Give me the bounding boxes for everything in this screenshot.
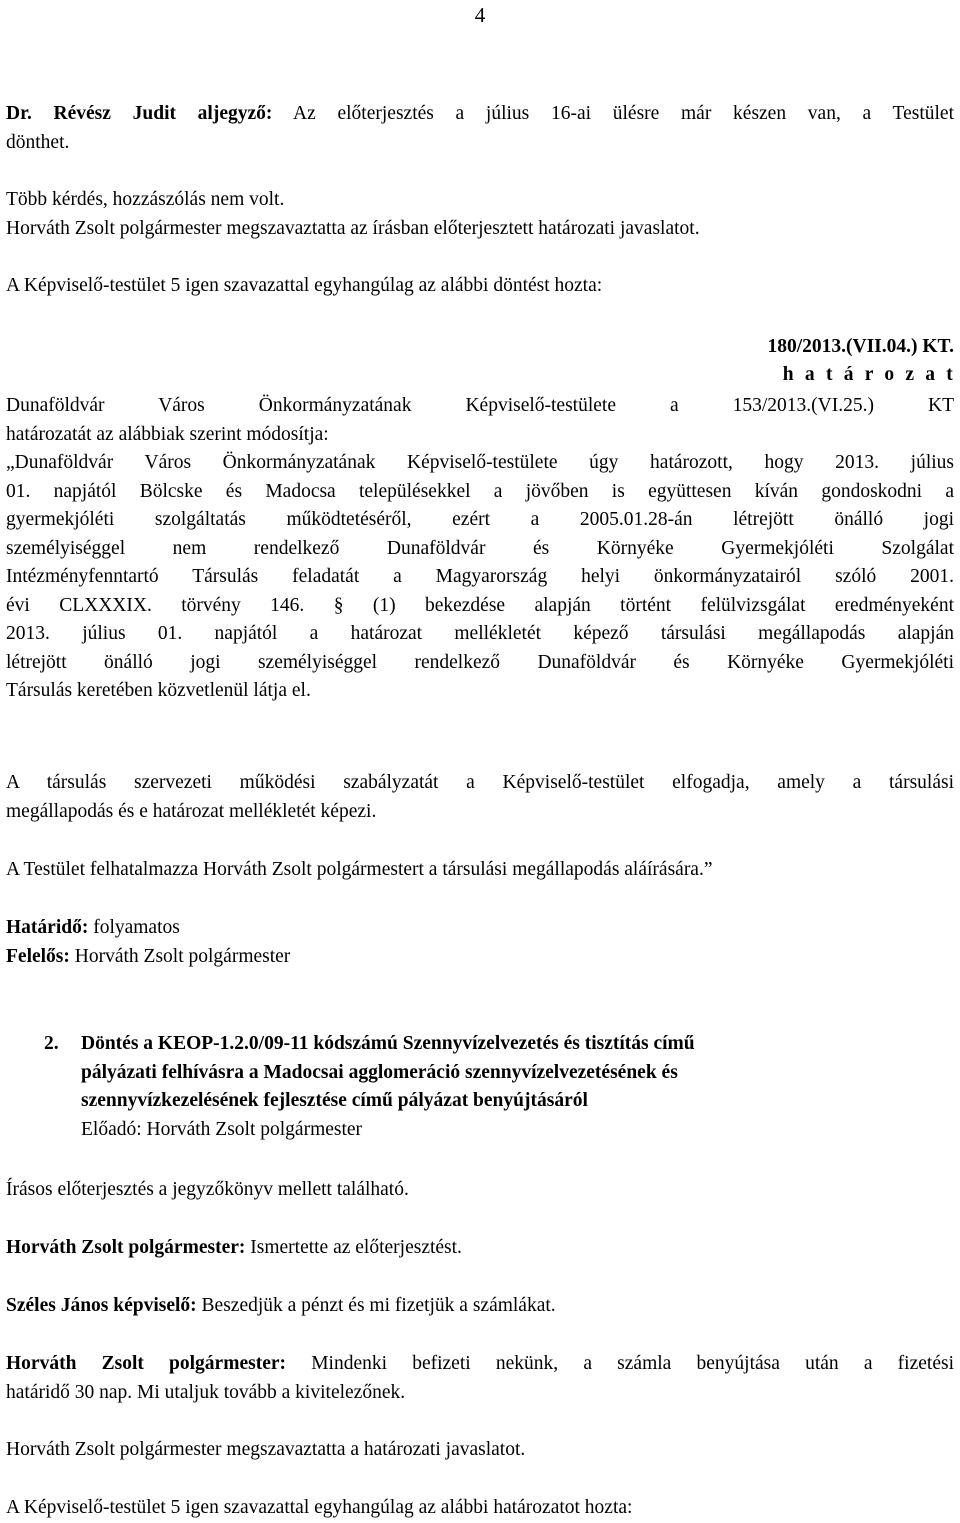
agenda-item <box>44 1030 924 1144</box>
deadline-responsible <box>6 914 954 971</box>
responsible-value: Horváth Zsolt polgármester <box>69 945 291 967</box>
text-line: határozatát az alábbiak szerint módosítja: <box>6 423 329 445</box>
speaker-name: Horváth Zsolt polgármester: <box>6 1353 286 1374</box>
text-line: 01. napjától Bölcske és Madocsa településekkel a jövőben is együttesen kíván gondoskodni a <box>6 480 954 502</box>
speaker-name: Széles János képviselő: <box>6 1295 197 1316</box>
agenda-title-line: szennyvízkezelésének fejlesztése című pályázat benyújtásáról <box>81 1090 588 1111</box>
text-line: Írásos előterjesztés a jegyzőkönyv mellett található. <box>6 1179 409 1200</box>
paragraph-no-questions <box>6 186 954 243</box>
resolution-number: 180/2013.(VII.04.) KT. <box>767 336 954 357</box>
page-number: 4 <box>474 3 486 27</box>
text-line: Horváth Zsolt polgármester megszavaztatta a határozati javaslatot. <box>6 1439 526 1460</box>
paragraph-vote-call <box>6 1436 954 1465</box>
statement-text: Az előterjesztés a július 16-ai ülésre már készen van, a Testület <box>272 103 954 124</box>
statement-line <box>6 1234 954 1263</box>
agenda-title-line: pályázati felhívásra a Madocsai agglomeráció szennyvízelvezetésének és <box>81 1061 678 1083</box>
text-line: Társulás keretében közvetlenül látja el. <box>6 680 311 701</box>
statement-text: Mindenki befizeti nekünk, a számla benyújtása után a fizetési <box>286 1353 954 1374</box>
statement-line <box>6 1292 954 1321</box>
text-line: 2013. július 01. napjától a határozat mellékletét képező társulási megállapodás alapján <box>6 623 954 644</box>
statement-line: határidő 30 nap. Mi utaljuk tovább a kivitelezőnek. <box>6 1381 406 1403</box>
statement-text: Beszedjük a pénzt és mi fizetjük a számlákat. <box>196 1295 556 1316</box>
agenda-presenter: Előadó: Horváth Zsolt polgármester <box>81 1118 363 1140</box>
paragraph-vote-result-2 <box>6 1494 954 1523</box>
text-line: A Képviselő-testület 5 igen szavazattal egyhangúlag az alábbi döntést hozta: <box>6 275 603 296</box>
paragraph-vote-result <box>6 272 954 301</box>
text-line: Dunaföldvár Város Önkormányzatának Képviselő-testülete a 153/2013.(VI.25.) KT <box>6 395 954 416</box>
responsible-line <box>6 943 954 972</box>
text-line: személyiséggel nem rendelkező Dunaföldvár és Környéke Gyermekjóléti Szolgálat <box>6 537 954 559</box>
text-line: A Képviselő-testület 5 igen szavazattal egyhangúlag az alábbi határozatot hozta: <box>6 1497 633 1518</box>
paragraph-written-proposal <box>6 1176 954 1205</box>
agenda-number: 2. <box>44 1033 59 1054</box>
paragraph-councillor-statement <box>6 1292 954 1321</box>
text-line: megállapodás és e határozat mellékletét képezi. <box>6 800 377 822</box>
text-line: A Testület felhatalmazza Horváth Zsolt polgármestert a társulási megállapodás aláírására.” <box>6 859 713 880</box>
statement-line <box>6 100 954 129</box>
paragraph-notary-statement <box>6 100 954 157</box>
deadline-value: folyamatos <box>88 917 180 938</box>
text-line: Több kérdés, hozzászólás nem volt. <box>6 189 285 210</box>
text-line: Intézményfenntartó Társulás feladatát a Magyarország helyi önkormányzatairól szóló 2001. <box>6 566 954 587</box>
responsible-label: Felelős: <box>6 945 70 967</box>
paragraph-authorization <box>6 856 954 885</box>
paragraph-smsz <box>6 769 954 826</box>
statement-line: dönthet. <box>6 131 70 153</box>
deadline-line <box>6 914 954 943</box>
deadline-label: Határidő: <box>6 917 89 938</box>
resolution-label: h a t á r o z a t <box>782 364 956 385</box>
statement-text: Ismertette az előterjesztést. <box>245 1237 462 1258</box>
text-line: „Dunaföldvár Város Önkormányzatának Képviselő-testülete úgy határozott, hogy 2013. július <box>6 452 954 473</box>
text-line: létrejött önálló jogi személyiséggel rendelkező Dunaföldvár és Környéke Gyermekjóléti <box>6 651 954 673</box>
statement-line <box>6 1350 954 1379</box>
text-line: Horváth Zsolt polgármester megszavaztatta az írásban előterjesztett határozati javaslatot. <box>6 217 700 239</box>
speaker-name: Dr. Révész Judit aljegyző: <box>6 103 273 124</box>
paragraph-mayor-statement <box>6 1234 954 1263</box>
text-line: gyermekjóléti szolgáltatás működtetéséről, ezért a 2005.01.28-án létrejött önálló jogi <box>6 509 954 530</box>
paragraph-mayor-reply <box>6 1350 954 1407</box>
text-line: évi CLXXXIX. törvény 146. § (1) bekezdése alapján történt felülvizsgálat eredményeként <box>6 594 954 616</box>
text-line: A társulás szervezeti működési szabályzatát a Képviselő-testület elfogadja, amely a társulási <box>6 772 954 793</box>
resolution-body <box>6 392 954 706</box>
speaker-name: Horváth Zsolt polgármester: <box>6 1237 246 1258</box>
agenda-title-line: Döntés a KEOP-1.2.0/09-11 kódszámú Szennyvízelvezetés és tisztítás című <box>81 1033 695 1054</box>
